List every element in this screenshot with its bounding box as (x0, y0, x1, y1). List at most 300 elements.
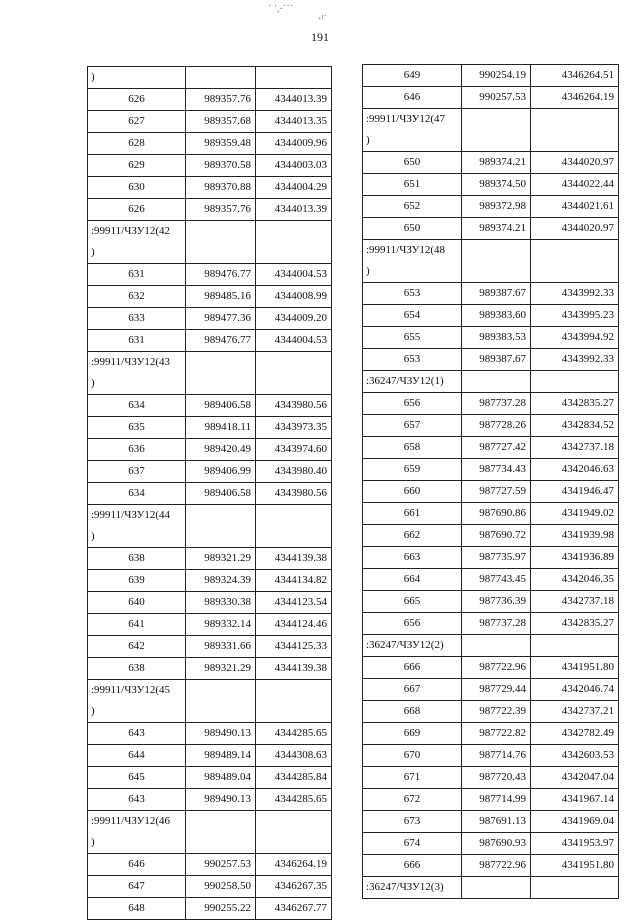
x-coordinate-cell: 989406.58 (186, 395, 256, 417)
table-row (363, 305, 619, 327)
empty-cell (256, 352, 332, 395)
empty-cell (256, 811, 332, 854)
y-coordinate-cell: 4344139.38 (256, 658, 332, 680)
x-coordinate-cell: 987727.42 (462, 437, 531, 459)
y-coordinate-cell: 4346264.19 (531, 87, 619, 109)
empty-cell (462, 240, 531, 283)
y-coordinate-cell: 4343973.35 (256, 417, 332, 439)
table-row (88, 199, 332, 221)
table-row (88, 439, 332, 461)
scan-artifact-mark: ·ⁱ˙ (318, 14, 327, 25)
y-coordinate-cell: 4344022.44 (531, 174, 619, 196)
y-coordinate-cell: 4344308.63 (256, 745, 332, 767)
y-coordinate-cell: 4344125.33 (256, 636, 332, 658)
x-coordinate-cell: 989383.53 (462, 327, 531, 349)
empty-cell (531, 240, 619, 283)
x-coordinate-cell: 987720.43 (462, 767, 531, 789)
y-coordinate-cell: 4342046.63 (531, 459, 619, 481)
point-number-cell: 661 (363, 503, 462, 525)
point-number-cell: 666 (363, 855, 462, 877)
table-row (363, 87, 619, 109)
y-coordinate-cell: 4342047.04 (531, 767, 619, 789)
parcel-id-text: :99911/ЧЗУ12(42 (91, 225, 171, 237)
parcel-id-text: ) (91, 530, 95, 542)
parcel-id-cell (88, 811, 186, 854)
point-number-cell: 669 (363, 723, 462, 745)
x-coordinate-cell: 987722.96 (462, 855, 531, 877)
y-coordinate-cell: 4344139.38 (256, 548, 332, 570)
point-number-cell: 653 (363, 349, 462, 371)
table-row (363, 591, 619, 613)
parcel-id-cell (88, 680, 186, 723)
x-coordinate-cell: 989357.76 (186, 89, 256, 111)
point-number-cell: 668 (363, 701, 462, 723)
point-number-cell: 644 (88, 745, 186, 767)
table-row (363, 283, 619, 305)
parcel-id-text: ) (91, 71, 95, 83)
x-coordinate-cell: 989332.14 (186, 614, 256, 636)
table-row (88, 89, 332, 111)
table-row (363, 569, 619, 591)
point-number-cell: 640 (88, 592, 186, 614)
table-row (363, 679, 619, 701)
table-row (363, 503, 619, 525)
y-coordinate-cell: 4344020.97 (531, 218, 619, 240)
y-coordinate-cell: 4344123.54 (256, 592, 332, 614)
parcel-header-row (88, 67, 332, 89)
parcel-id-text: :99911/ЧЗУ12(43 (91, 356, 171, 368)
empty-cell (531, 371, 619, 393)
x-coordinate-cell: 989370.88 (186, 177, 256, 199)
point-number-cell: 636 (88, 439, 186, 461)
point-number-cell: 650 (363, 218, 462, 240)
parcel-id-text: :99911/ЧЗУ12(45 (91, 684, 171, 696)
y-coordinate-cell: 4343980.40 (256, 461, 332, 483)
point-number-cell: 665 (363, 591, 462, 613)
table-row (363, 459, 619, 481)
parcel-header-row (88, 680, 332, 723)
empty-cell (462, 109, 531, 152)
y-coordinate-cell: 4346267.35 (256, 876, 332, 898)
y-coordinate-cell: 4341949.02 (531, 503, 619, 525)
x-coordinate-cell: 987743.45 (462, 569, 531, 591)
parcel-id-text: ) (366, 134, 370, 146)
point-number-cell: 651 (363, 174, 462, 196)
point-number-cell: 655 (363, 327, 462, 349)
parcel-header-row (363, 109, 619, 152)
empty-cell (462, 877, 531, 899)
point-number-cell: 631 (88, 330, 186, 352)
parcel-id-text: :36247/ЧЗУ12(3) (366, 881, 444, 893)
x-coordinate-cell: 987722.39 (462, 701, 531, 723)
y-coordinate-cell: 4341939.98 (531, 525, 619, 547)
point-number-cell: 645 (88, 767, 186, 789)
point-number-cell: 633 (88, 308, 186, 330)
point-number-cell: 626 (88, 199, 186, 221)
x-coordinate-cell: 987690.72 (462, 525, 531, 547)
parcel-header-row (363, 635, 619, 657)
y-coordinate-cell: 4344004.29 (256, 177, 332, 199)
point-number-cell: 637 (88, 461, 186, 483)
table-row (363, 855, 619, 877)
parcel-header-row (88, 505, 332, 548)
table-row (88, 876, 332, 898)
x-coordinate-cell: 989420.49 (186, 439, 256, 461)
point-number-cell: 635 (88, 417, 186, 439)
point-number-cell: 634 (88, 483, 186, 505)
parcel-id-cell (363, 635, 462, 657)
y-coordinate-cell: 4344124.46 (256, 614, 332, 636)
y-coordinate-cell: 4341967.14 (531, 789, 619, 811)
table-row (363, 415, 619, 437)
table-row (363, 811, 619, 833)
y-coordinate-cell: 4342737.18 (531, 437, 619, 459)
y-coordinate-cell: 4344134.82 (256, 570, 332, 592)
empty-cell (531, 109, 619, 152)
y-coordinate-cell: 4342835.27 (531, 393, 619, 415)
x-coordinate-cell: 987735.97 (462, 547, 531, 569)
table-row (363, 723, 619, 745)
empty-cell (462, 635, 531, 657)
table-row (88, 592, 332, 614)
point-number-cell: 663 (363, 547, 462, 569)
table-row (363, 547, 619, 569)
y-coordinate-cell: 4344008.99 (256, 286, 332, 308)
table-row (88, 286, 332, 308)
parcel-id-cell (88, 67, 186, 89)
point-number-cell: 638 (88, 658, 186, 680)
x-coordinate-cell: 989374.21 (462, 218, 531, 240)
parcel-id-text: ) (366, 265, 370, 277)
y-coordinate-cell: 4343995.23 (531, 305, 619, 327)
x-coordinate-cell: 989372.98 (462, 196, 531, 218)
point-number-cell: 662 (363, 525, 462, 547)
scan-artifact-mark: ˙ ˙.·˙˙˙ (268, 4, 293, 15)
x-coordinate-cell: 987737.28 (462, 613, 531, 635)
x-coordinate-cell: 987729.44 (462, 679, 531, 701)
table-row (88, 264, 332, 286)
x-coordinate-cell: 989406.58 (186, 483, 256, 505)
x-coordinate-cell: 987722.82 (462, 723, 531, 745)
point-number-cell: 654 (363, 305, 462, 327)
table-row (88, 111, 332, 133)
point-number-cell: 656 (363, 393, 462, 415)
table-row (88, 745, 332, 767)
x-coordinate-cell: 989489.14 (186, 745, 256, 767)
y-coordinate-cell: 4344003.03 (256, 155, 332, 177)
parcel-id-cell (88, 352, 186, 395)
point-number-cell: 628 (88, 133, 186, 155)
empty-cell (256, 221, 332, 264)
point-number-cell: 674 (363, 833, 462, 855)
y-coordinate-cell: 4344285.65 (256, 789, 332, 811)
parcel-id-text: :99911/ЧЗУ12(44 (91, 509, 171, 521)
x-coordinate-cell: 989374.50 (462, 174, 531, 196)
x-coordinate-cell: 987737.28 (462, 393, 531, 415)
table-row (363, 767, 619, 789)
point-number-cell: 660 (363, 481, 462, 503)
x-coordinate-cell: 987728.26 (462, 415, 531, 437)
table-row (88, 133, 332, 155)
x-coordinate-cell: 987736.39 (462, 591, 531, 613)
empty-cell (531, 877, 619, 899)
table-row (88, 723, 332, 745)
empty-cell (186, 680, 256, 723)
x-coordinate-cell: 987690.93 (462, 833, 531, 855)
table-row (88, 483, 332, 505)
table-row (363, 349, 619, 371)
parcel-header-row (363, 371, 619, 393)
x-coordinate-cell: 989477.36 (186, 308, 256, 330)
point-number-cell: 629 (88, 155, 186, 177)
y-coordinate-cell: 4344013.39 (256, 199, 332, 221)
x-coordinate-cell: 989485.16 (186, 286, 256, 308)
y-coordinate-cell: 4344009.96 (256, 133, 332, 155)
point-number-cell: 630 (88, 177, 186, 199)
y-coordinate-cell: 4342835.27 (531, 613, 619, 635)
table-row (363, 657, 619, 679)
point-number-cell: 642 (88, 636, 186, 658)
parcel-id-text: :99911/ЧЗУ12(46 (91, 815, 171, 827)
parcel-id-cell (363, 877, 462, 899)
y-coordinate-cell: 4342046.74 (531, 679, 619, 701)
table-row (363, 833, 619, 855)
empty-cell (186, 352, 256, 395)
x-coordinate-cell: 989387.67 (462, 283, 531, 305)
point-number-cell: 670 (363, 745, 462, 767)
empty-cell (256, 680, 332, 723)
y-coordinate-cell: 4341946.47 (531, 481, 619, 503)
x-coordinate-cell: 989330.38 (186, 592, 256, 614)
point-number-cell: 647 (88, 876, 186, 898)
point-number-cell: 638 (88, 548, 186, 570)
point-number-cell: 646 (363, 87, 462, 109)
table-row (88, 898, 332, 920)
parcel-header-row (88, 352, 332, 395)
point-number-cell: 657 (363, 415, 462, 437)
table-row (363, 789, 619, 811)
x-coordinate-cell: 990258.50 (186, 876, 256, 898)
x-coordinate-cell: 987714.99 (462, 789, 531, 811)
table-row (363, 174, 619, 196)
y-coordinate-cell: 4343974.60 (256, 439, 332, 461)
y-coordinate-cell: 4344013.39 (256, 89, 332, 111)
y-coordinate-cell: 4341936.89 (531, 547, 619, 569)
x-coordinate-cell: 989370.58 (186, 155, 256, 177)
y-coordinate-cell: 4343980.56 (256, 395, 332, 417)
y-coordinate-cell: 4341969.04 (531, 811, 619, 833)
parcel-id-text: ) (91, 246, 95, 258)
empty-cell (186, 811, 256, 854)
y-coordinate-cell: 4342603.53 (531, 745, 619, 767)
y-coordinate-cell: 4346264.51 (531, 65, 619, 87)
table-row (88, 461, 332, 483)
y-coordinate-cell: 4343992.33 (531, 349, 619, 371)
parcel-id-cell (88, 221, 186, 264)
parcel-id-text: :99911/ЧЗУ12(48 (366, 244, 446, 256)
point-number-cell: 648 (88, 898, 186, 920)
x-coordinate-cell: 987691.13 (462, 811, 531, 833)
point-number-cell: 656 (363, 613, 462, 635)
x-coordinate-cell: 989490.13 (186, 723, 256, 745)
empty-cell (256, 67, 332, 89)
parcel-id-cell (363, 240, 462, 283)
x-coordinate-cell: 987727.59 (462, 481, 531, 503)
x-coordinate-cell: 989357.76 (186, 199, 256, 221)
y-coordinate-cell: 4341953.97 (531, 833, 619, 855)
y-coordinate-cell: 4342737.21 (531, 701, 619, 723)
empty-cell (186, 221, 256, 264)
point-number-cell: 673 (363, 811, 462, 833)
coordinates-table-right (362, 64, 619, 899)
table-row (363, 327, 619, 349)
x-coordinate-cell: 987722.96 (462, 657, 531, 679)
x-coordinate-cell: 989476.77 (186, 264, 256, 286)
point-number-cell: 643 (88, 789, 186, 811)
table-row (88, 854, 332, 876)
x-coordinate-cell: 987714.76 (462, 745, 531, 767)
parcel-id-text: :99911/ЧЗУ12(47 (366, 113, 446, 125)
point-number-cell: 627 (88, 111, 186, 133)
y-coordinate-cell: 4346267.77 (256, 898, 332, 920)
table-row (363, 745, 619, 767)
x-coordinate-cell: 989489.04 (186, 767, 256, 789)
x-coordinate-cell: 989406.99 (186, 461, 256, 483)
table-row (363, 525, 619, 547)
y-coordinate-cell: 4344009.20 (256, 308, 332, 330)
y-coordinate-cell: 4344004.53 (256, 264, 332, 286)
table-row (88, 658, 332, 680)
x-coordinate-cell: 990255.22 (186, 898, 256, 920)
table-row (363, 701, 619, 723)
point-number-cell: 664 (363, 569, 462, 591)
point-number-cell: 643 (88, 723, 186, 745)
y-coordinate-cell: 4344020.97 (531, 152, 619, 174)
point-number-cell: 641 (88, 614, 186, 636)
empty-cell (531, 635, 619, 657)
parcel-id-text: :36247/ЧЗУ12(1) (366, 375, 444, 387)
parcel-header-row (88, 811, 332, 854)
point-number-cell: 672 (363, 789, 462, 811)
x-coordinate-cell: 989476.77 (186, 330, 256, 352)
table-row (88, 155, 332, 177)
point-number-cell: 649 (363, 65, 462, 87)
parcel-id-text: ) (91, 836, 95, 848)
table-row (363, 65, 619, 87)
y-coordinate-cell: 4343980.56 (256, 483, 332, 505)
point-number-cell: 631 (88, 264, 186, 286)
parcel-id-text: ) (91, 377, 95, 389)
y-coordinate-cell: 4343992.33 (531, 283, 619, 305)
y-coordinate-cell: 4343994.92 (531, 327, 619, 349)
point-number-cell: 652 (363, 196, 462, 218)
y-coordinate-cell: 4344285.84 (256, 767, 332, 789)
empty-cell (186, 505, 256, 548)
table-row (363, 152, 619, 174)
point-number-cell: 626 (88, 89, 186, 111)
y-coordinate-cell: 4341951.80 (531, 657, 619, 679)
table-row (88, 570, 332, 592)
y-coordinate-cell: 4342782.49 (531, 723, 619, 745)
x-coordinate-cell: 989490.13 (186, 789, 256, 811)
point-number-cell: 634 (88, 395, 186, 417)
table-row (88, 417, 332, 439)
parcel-id-cell (363, 109, 462, 152)
y-coordinate-cell: 4344013.35 (256, 111, 332, 133)
y-coordinate-cell: 4342834.52 (531, 415, 619, 437)
y-coordinate-cell: 4346264.19 (256, 854, 332, 876)
x-coordinate-cell: 990257.53 (462, 87, 531, 109)
parcel-header-row (363, 877, 619, 899)
table-row (88, 636, 332, 658)
table-row (88, 548, 332, 570)
x-coordinate-cell: 987690.86 (462, 503, 531, 525)
point-number-cell: 632 (88, 286, 186, 308)
x-coordinate-cell: 989357.68 (186, 111, 256, 133)
coordinates-table-left (87, 66, 332, 920)
table-row (88, 308, 332, 330)
y-coordinate-cell: 4344285.65 (256, 723, 332, 745)
table-row (88, 177, 332, 199)
y-coordinate-cell: 4342737.18 (531, 591, 619, 613)
table-row (363, 481, 619, 503)
table-row (88, 767, 332, 789)
table-row (363, 196, 619, 218)
point-number-cell: 653 (363, 283, 462, 305)
parcel-id-cell (363, 371, 462, 393)
x-coordinate-cell: 989324.39 (186, 570, 256, 592)
x-coordinate-cell: 990254.19 (462, 65, 531, 87)
table-row (363, 218, 619, 240)
table-row (88, 614, 332, 636)
empty-cell (256, 505, 332, 548)
x-coordinate-cell: 989359.48 (186, 133, 256, 155)
x-coordinate-cell: 989331.66 (186, 636, 256, 658)
point-number-cell: 658 (363, 437, 462, 459)
point-number-cell: 666 (363, 657, 462, 679)
y-coordinate-cell: 4342046.35 (531, 569, 619, 591)
parcel-id-text: ) (91, 705, 95, 717)
table-row (88, 330, 332, 352)
point-number-cell: 671 (363, 767, 462, 789)
point-number-cell: 646 (88, 854, 186, 876)
point-number-cell: 639 (88, 570, 186, 592)
x-coordinate-cell: 989321.29 (186, 548, 256, 570)
table-row (88, 789, 332, 811)
point-number-cell: 659 (363, 459, 462, 481)
table-row (88, 395, 332, 417)
x-coordinate-cell: 989383.60 (462, 305, 531, 327)
empty-cell (462, 371, 531, 393)
y-coordinate-cell: 4344021.61 (531, 196, 619, 218)
x-coordinate-cell: 987734.43 (462, 459, 531, 481)
parcel-header-row (363, 240, 619, 283)
x-coordinate-cell: 989387.67 (462, 349, 531, 371)
page-number: 191 (311, 30, 329, 44)
parcel-id-text: :36247/ЧЗУ12(2) (366, 639, 444, 651)
parcel-header-row (88, 221, 332, 264)
x-coordinate-cell: 990257.53 (186, 854, 256, 876)
x-coordinate-cell: 989321.29 (186, 658, 256, 680)
parcel-id-cell (88, 505, 186, 548)
point-number-cell: 650 (363, 152, 462, 174)
empty-cell (186, 67, 256, 89)
x-coordinate-cell: 989374.21 (462, 152, 531, 174)
table-row (363, 437, 619, 459)
x-coordinate-cell: 989418.11 (186, 417, 256, 439)
table-row (363, 613, 619, 635)
y-coordinate-cell: 4341951.80 (531, 855, 619, 877)
